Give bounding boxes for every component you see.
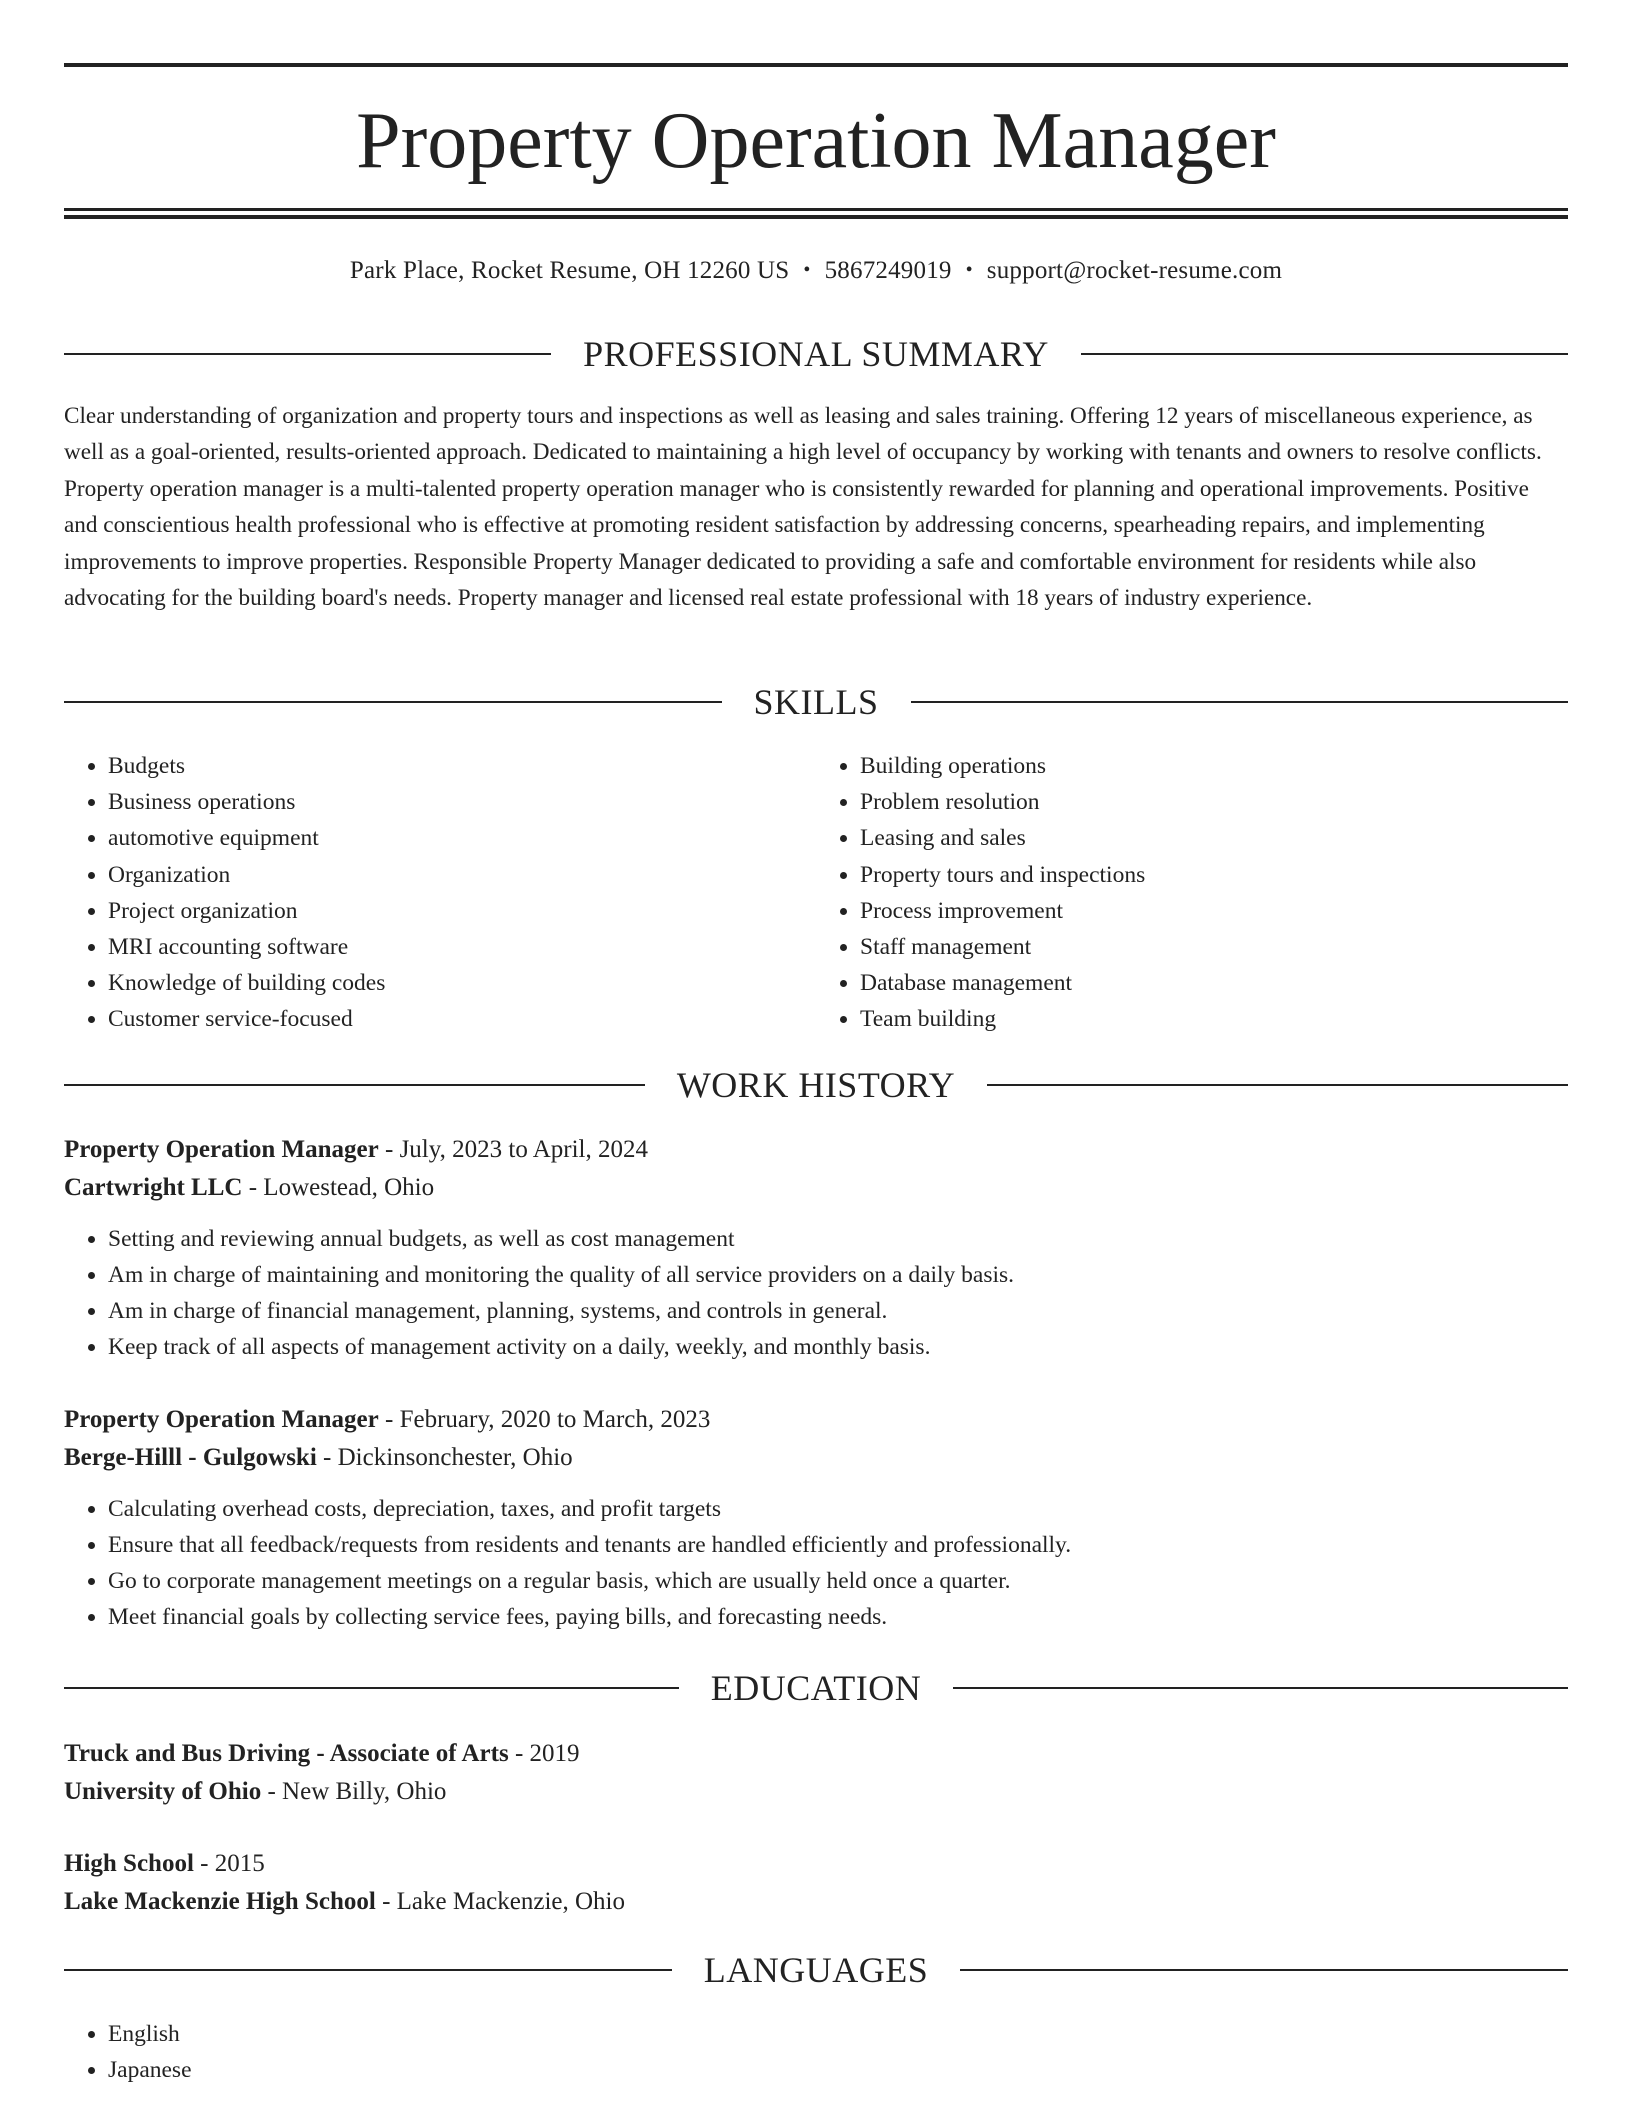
job-dates: - July, 2023 to April, 2024 — [378, 1136, 648, 1163]
language-item: • Japanese — [108, 2052, 1568, 2088]
job-bullets — [64, 1221, 1568, 1365]
skills-column-right — [816, 748, 1568, 1038]
section-heading-label: LANGUAGES — [703, 1950, 929, 1990]
contact-info — [64, 253, 1568, 288]
skill-item: • Staff management — [860, 929, 1568, 965]
heading-rule — [64, 1969, 672, 1971]
job-bullet: • Meet financial goals by collecting service fees, paying bills, and forecasting needs. — [108, 1599, 1568, 1635]
education-entry — [64, 1845, 1568, 1921]
education-entry — [64, 1735, 1568, 1811]
job-title-line — [64, 1401, 1568, 1439]
skill-item: • Database management — [860, 965, 1568, 1001]
skill-item: • Knowledge of building codes — [108, 965, 816, 1001]
languages-list — [64, 2016, 1568, 2088]
contact-email: support@rocket-resume.com — [986, 257, 1283, 284]
language-item: • English — [108, 2016, 1568, 2052]
job-entry — [64, 1401, 1568, 1635]
heading-rule — [953, 1687, 1568, 1689]
job-title: Property Operation Manager — [64, 1136, 379, 1163]
section-heading-label: EDUCATION — [710, 1668, 922, 1708]
education-year: - 2015 — [193, 1850, 265, 1877]
job-location: - Dickinsonchester, Ohio — [316, 1444, 573, 1471]
education-location: - Lake Mackenzie, Ohio — [375, 1888, 626, 1915]
skill-item: • Property tours and inspections — [860, 857, 1568, 893]
education-year: - 2019 — [508, 1740, 580, 1767]
education-school-line — [64, 1883, 1568, 1921]
skill-item: • Budgets — [108, 748, 816, 784]
contact-address: Park Place, Rocket Resume, OH 12260 US — [349, 257, 790, 284]
education-degree-line — [64, 1845, 1568, 1883]
section-heading-label: PROFESSIONAL SUMMARY — [583, 334, 1049, 374]
skill-item: • Leasing and sales — [860, 820, 1568, 856]
education-location: - New Billy, Ohio — [261, 1778, 447, 1805]
job-bullet: • Setting and reviewing annual budgets, as well as cost management — [108, 1221, 1568, 1257]
heading-rule — [987, 1084, 1568, 1086]
contact-phone: 5867249019 — [824, 257, 952, 284]
skill-item: • Building operations — [860, 748, 1568, 784]
heading-rule — [960, 1969, 1568, 1971]
education-degree: Truck and Bus Driving - Associate of Arts — [64, 1740, 509, 1767]
skill-item: • Team building — [860, 1001, 1568, 1037]
job-bullet: • Go to corporate management meetings on a regular basis, which are usually held once a quarter. — [108, 1563, 1568, 1599]
education-school: Lake Mackenzie High School — [64, 1888, 376, 1915]
skills-list — [64, 748, 1568, 1038]
job-bullet: • Ensure that all feedback/requests from residents and tenants are handled efficiently and professionally. — [108, 1527, 1568, 1563]
page-title: Property Operation Manager — [356, 97, 1276, 185]
skill-item: • Business operations — [108, 784, 816, 820]
job-title-line — [64, 1131, 1568, 1169]
summary-text: Clear understanding of organization and property tours and inspections as well as leasing and sales training. Offering 12 years of miscellaneous experience, as well as a goal-oriented, results-oriented approach. Dedicated to maintaining a high level of occupancy by working with tenants and owners to resolve conflicts. Property operation manager is a multi-talented property operation manager who is consistently rewarded for planning and operational improvements. Positive and conscientious health professional who is effective at promoting resident satisfaction by addressing concerns, spearheading repairs, and implementing improvements to improve properties. Responsible Property Manager dedicated to providing a safe and comfortable environment for residents while also advocating for the building board's needs. Property manager and licensed real estate professional with 18 years of industry experience. — [64, 403, 1542, 612]
heading-rule — [911, 701, 1569, 703]
education-degree-line — [64, 1735, 1568, 1773]
heading-rule — [64, 701, 722, 703]
skill-item: • Problem resolution — [860, 784, 1568, 820]
section-heading-skills — [64, 680, 1568, 724]
job-bullet: • Am in charge of financial management, planning, systems, and controls in general. — [108, 1293, 1568, 1329]
title-double-rule — [64, 208, 1568, 219]
contact-separator: • — [965, 259, 973, 281]
job-company-line — [64, 1439, 1568, 1477]
section-heading-languages — [64, 1948, 1568, 1992]
job-title: Property Operation Manager — [64, 1406, 379, 1433]
skill-item: • automotive equipment — [108, 820, 816, 856]
job-company: Cartwright LLC — [64, 1174, 243, 1201]
education-school: University of Ohio — [64, 1778, 262, 1805]
section-heading-label: WORK HISTORY — [676, 1065, 956, 1105]
job-entry — [64, 1131, 1568, 1365]
education-school-line — [64, 1773, 1568, 1811]
skill-item: • MRI accounting software — [108, 929, 816, 965]
heading-rule — [64, 1084, 645, 1086]
job-location: - Lowestead, Ohio — [242, 1174, 435, 1201]
skills-column-left — [64, 748, 816, 1038]
job-bullets — [64, 1491, 1568, 1635]
skill-item: • Process improvement — [860, 893, 1568, 929]
job-bullet: • Am in charge of maintaining and monitoring the quality of all service providers on a daily basis. — [108, 1257, 1568, 1293]
job-bullet: • Calculating overhead costs, depreciation, taxes, and profit targets — [108, 1491, 1568, 1527]
heading-rule — [64, 353, 551, 355]
heading-rule — [64, 1687, 679, 1689]
section-heading-education — [64, 1666, 1568, 1710]
skill-item: • Project organization — [108, 893, 816, 929]
job-company-line — [64, 1169, 1568, 1207]
section-heading-work-history — [64, 1063, 1568, 1107]
education-degree: High School — [64, 1850, 194, 1877]
heading-rule — [1081, 353, 1568, 355]
section-heading-label: SKILLS — [753, 682, 879, 722]
top-rule — [64, 63, 1568, 67]
job-bullet: • Keep track of all aspects of management activity on a daily, weekly, and monthly basis. — [108, 1329, 1568, 1365]
section-heading-summary — [64, 332, 1568, 376]
job-dates: - February, 2020 to March, 2023 — [378, 1406, 711, 1433]
skill-item: • Organization — [108, 857, 816, 893]
skill-item: • Customer service-focused — [108, 1001, 816, 1037]
job-company: Berge-Hilll - Gulgowski — [64, 1444, 317, 1471]
contact-separator: • — [803, 259, 811, 281]
